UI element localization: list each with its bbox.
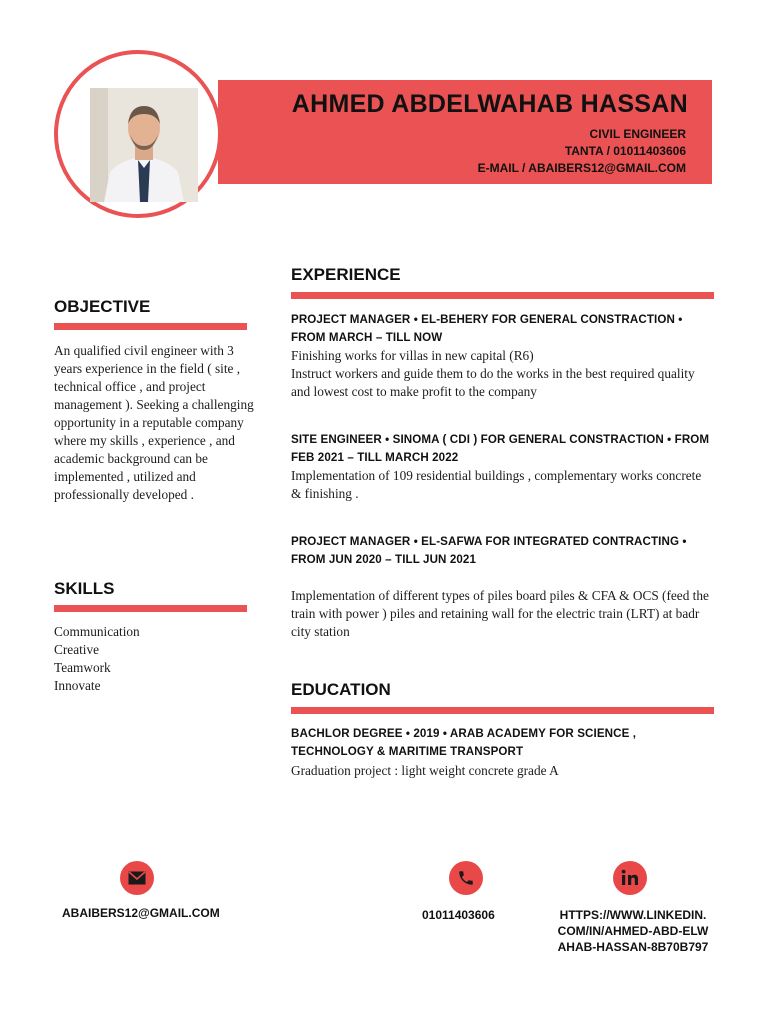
job-description: Finishing works for villas in new capital (R6) Instruct workers and guide them to do the works in the best required quality and lowest cost to make profit to the company [291, 348, 695, 399]
location-phone: TANTA / 01011403606 [564, 144, 686, 158]
education-header: BACHLOR DEGREE • 2019 • ARAB ACADEMY FOR SCIENCE , TECHNOLOGY & MARITIME TRANSPORT [291, 727, 637, 758]
skills-heading: SKILLS [54, 579, 115, 598]
job-header: PROJECT MANAGER • EL-BEHERY FOR GENERAL CONSTRACTION • FROM MARCH – TILL NOW [291, 313, 683, 344]
linkedin-icon [613, 861, 647, 895]
objective-text: An qualified civil engineer with 3 years experience in the field ( site , technical office , and project management ). Seeking a challenging opportunity in a reputable company where my skills , experience , and academic background can be implemented , utilized and professionally developed . [54, 343, 254, 502]
skills-list [54, 623, 244, 695]
job-title: CIVIL ENGINEER [589, 127, 686, 141]
candidate-name: AHMED ABDELWAHAB HASSAN [291, 90, 688, 118]
experience-rule [291, 292, 714, 299]
education-description: Graduation project : light weight concrete grade A [291, 763, 559, 778]
job-description: Implementation of 109 residential buildings , complementary works concrete & finishing . [291, 468, 702, 501]
skill-item: Innovate [54, 678, 101, 693]
footer-phone[interactable]: 01011403606 [422, 908, 495, 922]
skill-item: Teamwork [54, 660, 111, 675]
objective-heading: OBJECTIVE [54, 297, 151, 316]
skill-item: Creative [54, 642, 100, 657]
email-icon [120, 861, 154, 895]
phone-icon [449, 861, 483, 895]
skills-rule [54, 605, 247, 612]
profile-photo [90, 88, 198, 202]
experience-heading: EXPERIENCE [291, 265, 401, 284]
objective-rule [54, 323, 247, 330]
education-rule [291, 707, 714, 714]
header-email: E-MAIL / ABAIBERS12@GMAIL.COM [477, 161, 686, 175]
skill-item: Communication [54, 624, 140, 639]
footer-email[interactable]: ABAIBERS12@GMAIL.COM [62, 906, 220, 920]
job-description: Implementation of different types of piles board piles & CFA & OCS (feed the train with power ) piles and retaining wall for the electric train (LRT) at badr city station [291, 588, 709, 639]
footer-linkedin[interactable]: HTTPS://WWW.LINKEDIN.COM/IN/AHMED-ABD-ELWAHAB-HASSAN-8B70B797 [557, 908, 709, 954]
job-header: PROJECT MANAGER • EL-SAFWA FOR INTEGRATED CONTRACTING • FROM JUN 2020 – TILL JUN 2021 [291, 535, 687, 566]
job-header: SITE ENGINEER • SINOMA ( CDI ) FOR GENERAL CONSTRACTION • FROM FEB 2021 – TILL MARCH 2022 [291, 433, 710, 464]
education-heading: EDUCATION [291, 680, 391, 699]
